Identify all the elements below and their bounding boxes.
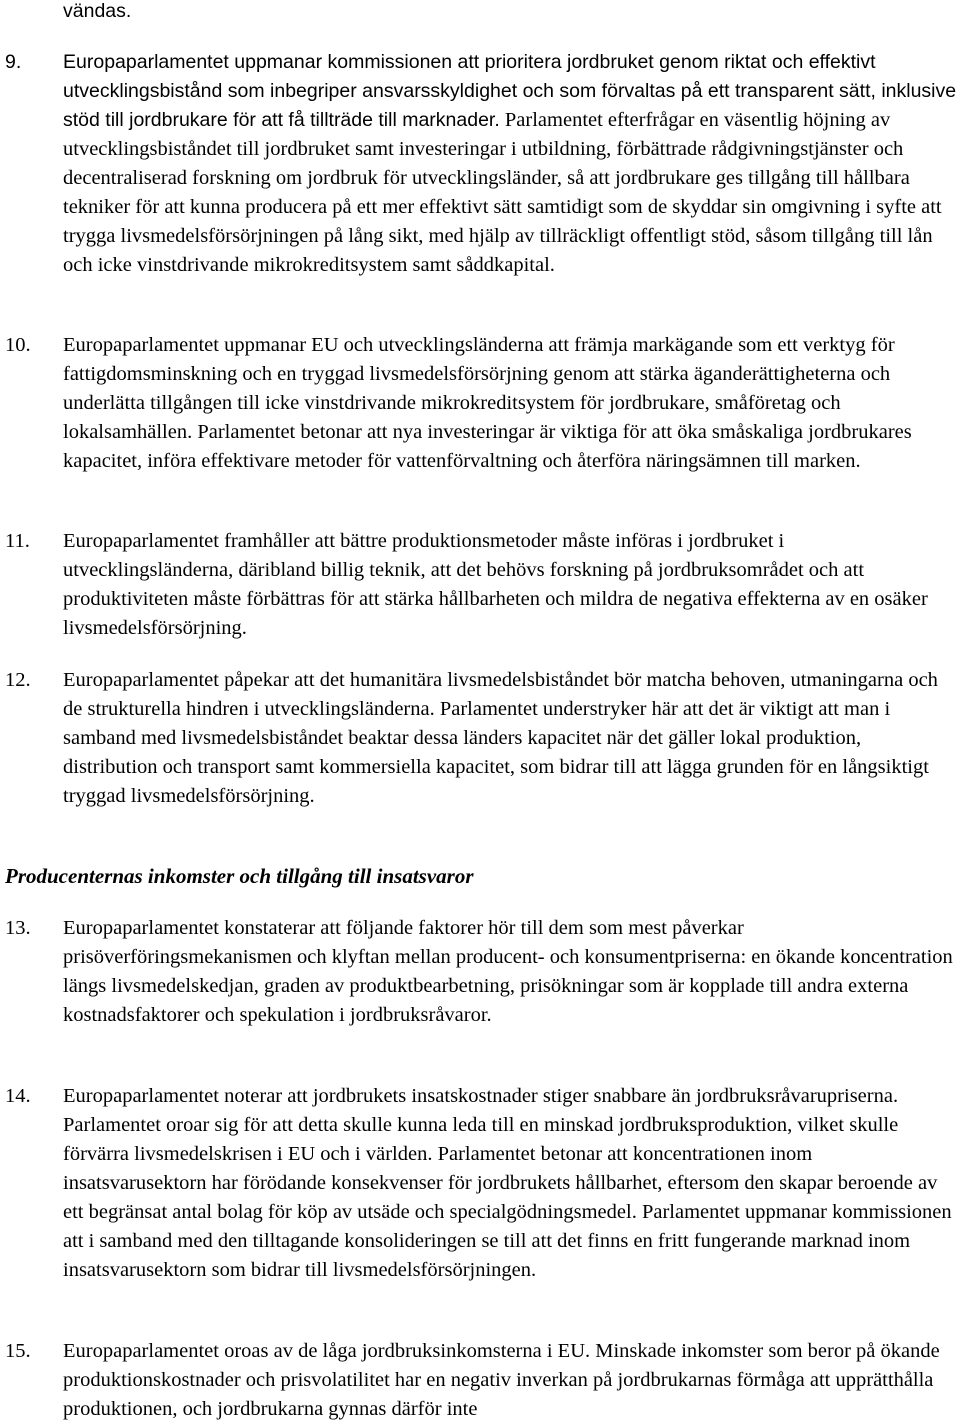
paragraph-number: 12.	[5, 669, 31, 691]
paragraph-text	[63, 48, 958, 280]
paragraph-text: Europaparlamentet påpekar att det humanitära livsmedelsbiståndet bör matcha behoven, utmaningarna och de strukturella hindren i utvecklingsländerna. Parlamentet understryker här att det är viktigt att man i samband med livsmedelsbiståndet beaktar dessa länders kapacitet när det gäller lokal produktion, distribution och transport samt kommersiella kapacitet, som bidrar till att lägga grunden för en långsiktigt tryggad livsmedelsförsörjning.	[63, 669, 938, 807]
paragraph-text: Europaparlamentet konstaterar att följande faktorer hör till dem som mest påverkar prisöverföringsmekanismen och klyftan mellan producent- och konsumentpriserna: en ökande koncentration längs livsmedelskedjan, graden av produktbearbetning, prisökningar som är kopplade till andra externa kostnadsfaktorer och spekulation i jordbruksråvaror.	[63, 917, 953, 1026]
section-heading: Producenternas inkomster och tillgång till insatsvaror	[5, 864, 474, 888]
continued-text-fragment: vändas.	[63, 0, 132, 22]
paragraph-text: Europaparlamentet framhåller att bättre produktionsmetoder måste införas i jordbruket i utvecklingsländerna, däribland billig teknik, att det behövs forskning på jordbruksområdet och att produktiviteten måste förbättras för att stärka hållbarheten och mildra de negativa effekterna av en osäker livsmedelsförsörjning.	[63, 530, 928, 639]
paragraph-text: Europaparlamentet uppmanar EU och utvecklingsländerna att främja markägande som ett verktyg för fattigdomsminskning och en tryggad livsmedelsförsörjning genom att stärka äganderättigheterna och underlätta tillgången till icke vinstdrivande mikrokreditsystem för jordbrukare, småföretag och lokalsamhällen. Parlamentet betonar att nya investeringar är viktiga för att öka småskaliga jordbrukares kapacitet, införa effektivare metoder för vattenförvaltning och återföra näringsämnen till marken.	[63, 334, 912, 472]
paragraph-number: 13.	[5, 917, 31, 939]
paragraph-number: 14.	[5, 1085, 31, 1107]
paragraph-lead-text: Europaparlamentet uppmanar kommissionen att prioritera jordbruket genom riktat och effektivt utvecklingsbistånd som inbegriper ansvarsskyldighet och som förvaltas på ett transparent sätt, inklusive stöd till jordbrukare för att få tillträde till marknader.	[63, 51, 957, 131]
paragraph-number: 15.	[5, 1340, 31, 1362]
paragraph-number: 10.	[5, 334, 31, 356]
paragraph-text: Europaparlamentet noterar att jordbrukets insatskostnader stiger snabbare än jordbruksråvarupriserna. Parlamentet oroar sig för att detta skulle kunna leda till en minskad jordbruksproduktion, vilket skulle förvärra livsmedelskrisen i EU och i världen. Parlamentet betonar att koncentrationen inom insatsvarusektorn har förödande konsekvenser för jordbrukets hållbarhet, eftersom den skapar beroende av ett begränsat antal bolag för köp av utsäde och specialgödningsmedel. Parlamentet uppmanar kommissionen att i samband med den tilltagande konsolideringen se till att det finns en fritt fungerande marknad inom insatsvarusektorn som bidrar till livsmedelsförsörjningen.	[63, 1085, 952, 1281]
paragraph-body-text: Parlamentet efterfrågar en väsentlig höjning av utvecklingsbiståndet till jordbruket samt investeringar i utbildning, förbättrade rådgivningstjänster och decentraliserad forskning om jordbruk för utvecklingsländer, så att jordbrukare ges tillgång till hållbara tekniker för att kunna producera på ett mer effektivt sätt samtidigt som de skyddar sin omgivning i syfte att trygga livsmedelsförsörjningen på lång sikt, med hjälp av tillräckligt offentligt stöd, såsom tillgång till lån och icke vinstdrivande mikrokreditsystem samt såddkapital.	[63, 109, 942, 276]
paragraph-number: 9.	[5, 51, 22, 73]
paragraph-text: Europaparlamentet oroas av de låga jordbruksinkomsterna i EU. Minskade inkomster som beror på ökande produktionskostnader och prisvolatilitet har en negativ inverkan på jordbrukarnas förmåga att upprätthålla produktionen, och jordbrukarna gynnas därför inte	[63, 1340, 940, 1420]
paragraph-number: 11.	[5, 530, 30, 552]
